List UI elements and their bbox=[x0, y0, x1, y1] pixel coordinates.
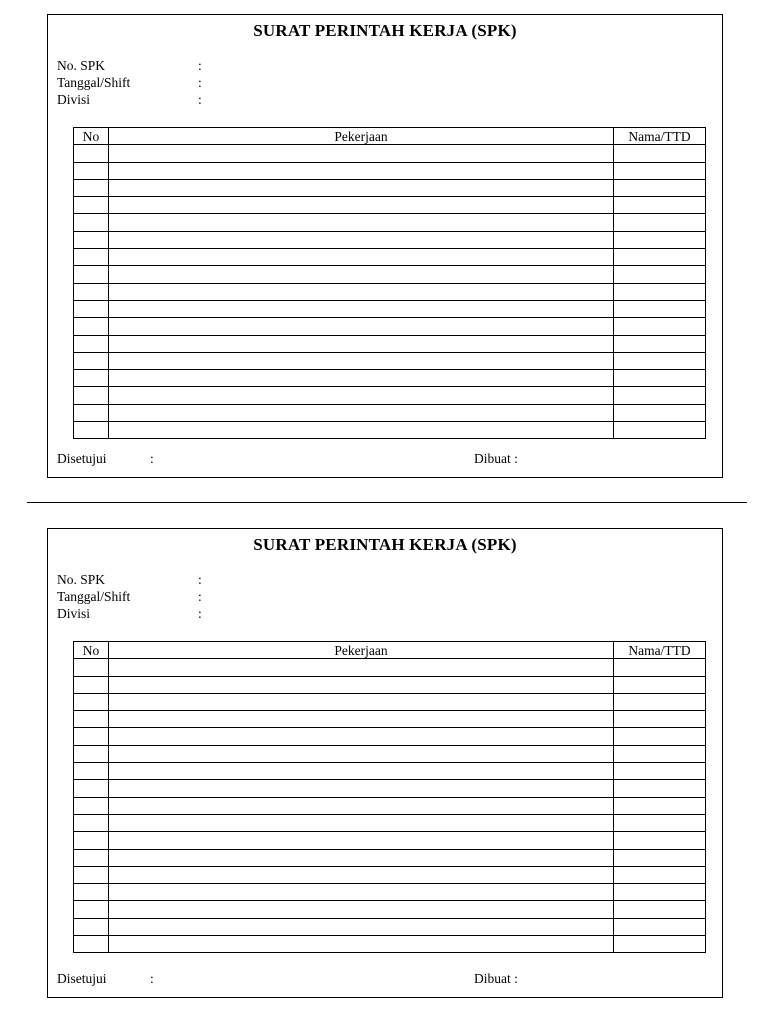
cell-no[interactable] bbox=[74, 249, 109, 266]
cell-no[interactable] bbox=[74, 832, 109, 849]
cell-no[interactable] bbox=[74, 266, 109, 283]
table-row bbox=[74, 901, 706, 918]
field-label-no-spk: No. SPK bbox=[57, 58, 106, 73]
table-row bbox=[74, 422, 706, 439]
table-row bbox=[74, 832, 706, 849]
work-table bbox=[73, 127, 706, 439]
table-row bbox=[74, 145, 706, 162]
cell-nama-ttd[interactable] bbox=[614, 300, 706, 317]
cell-no[interactable] bbox=[74, 711, 109, 728]
cell-nama-ttd[interactable] bbox=[614, 918, 706, 935]
table-row bbox=[74, 197, 706, 214]
field-label-no-spk: No. SPK bbox=[57, 572, 106, 587]
cell-pekerjaan[interactable] bbox=[109, 866, 614, 883]
cell-nama-ttd[interactable] bbox=[614, 387, 706, 404]
field-tanggal-shift bbox=[57, 588, 208, 605]
field-label-divisi: Divisi bbox=[57, 606, 91, 621]
cell-nama-ttd[interactable] bbox=[614, 936, 706, 953]
cell-no[interactable] bbox=[74, 901, 109, 918]
table-row bbox=[74, 404, 706, 421]
cell-pekerjaan[interactable] bbox=[109, 936, 614, 953]
work-table bbox=[73, 641, 706, 953]
cell-pekerjaan[interactable] bbox=[109, 849, 614, 866]
cell-no[interactable] bbox=[74, 197, 109, 214]
cell-no[interactable] bbox=[74, 335, 109, 352]
field-separator: : bbox=[198, 572, 202, 587]
cell-no[interactable] bbox=[74, 728, 109, 745]
cell-nama-ttd[interactable] bbox=[614, 145, 706, 162]
approved-label: Disetujui bbox=[57, 451, 107, 466]
cell-no[interactable] bbox=[74, 352, 109, 369]
cell-no[interactable] bbox=[74, 283, 109, 300]
table-row bbox=[74, 676, 706, 693]
column-header-pekerjaan: Pekerjaan bbox=[109, 642, 614, 659]
field-separator: : bbox=[198, 92, 202, 107]
field-divisi bbox=[57, 91, 208, 108]
cell-nama-ttd[interactable] bbox=[614, 659, 706, 676]
table-row bbox=[74, 179, 706, 196]
cell-no[interactable] bbox=[74, 676, 109, 693]
column-header-no: No bbox=[74, 642, 109, 659]
cell-pekerjaan[interactable] bbox=[109, 832, 614, 849]
cell-pekerjaan[interactable] bbox=[109, 711, 614, 728]
cell-nama-ttd[interactable] bbox=[614, 676, 706, 693]
cell-nama-ttd[interactable] bbox=[614, 884, 706, 901]
table-row bbox=[74, 335, 706, 352]
cell-no[interactable] bbox=[74, 814, 109, 831]
cell-no[interactable] bbox=[74, 162, 109, 179]
table-row bbox=[74, 728, 706, 745]
cell-pekerjaan[interactable] bbox=[109, 162, 614, 179]
cell-nama-ttd[interactable] bbox=[614, 745, 706, 762]
field-label-tanggal-shift: Tanggal/Shift bbox=[57, 589, 131, 604]
cell-pekerjaan[interactable] bbox=[109, 745, 614, 762]
table-row bbox=[74, 231, 706, 248]
form-title: SURAT PERINTAH KERJA (SPK) bbox=[253, 21, 517, 40]
cell-nama-ttd[interactable] bbox=[614, 231, 706, 248]
cell-pekerjaan[interactable] bbox=[109, 659, 614, 676]
cell-nama-ttd[interactable] bbox=[614, 335, 706, 352]
table-row bbox=[74, 370, 706, 387]
form-title: SURAT PERINTAH KERJA (SPK) bbox=[253, 535, 517, 554]
cell-no[interactable] bbox=[74, 866, 109, 883]
cell-nama-ttd[interactable] bbox=[614, 728, 706, 745]
cell-pekerjaan[interactable] bbox=[109, 370, 614, 387]
table-row bbox=[74, 214, 706, 231]
cell-pekerjaan[interactable] bbox=[109, 693, 614, 710]
table-row bbox=[74, 866, 706, 883]
cell-nama-ttd[interactable] bbox=[614, 370, 706, 387]
field-no-spk bbox=[57, 57, 208, 74]
table-row bbox=[74, 780, 706, 797]
cell-pekerjaan[interactable] bbox=[109, 283, 614, 300]
field-separator: : bbox=[198, 589, 202, 604]
table-row bbox=[74, 849, 706, 866]
cell-nama-ttd[interactable] bbox=[614, 866, 706, 883]
table-row bbox=[74, 352, 706, 369]
spk-form-bottom bbox=[47, 528, 723, 998]
cell-pekerjaan[interactable] bbox=[109, 797, 614, 814]
table-row bbox=[74, 659, 706, 676]
table-row bbox=[74, 711, 706, 728]
cell-pekerjaan[interactable] bbox=[109, 300, 614, 317]
cell-nama-ttd[interactable] bbox=[614, 711, 706, 728]
cell-pekerjaan[interactable] bbox=[109, 780, 614, 797]
cell-nama-ttd[interactable] bbox=[614, 352, 706, 369]
table-body bbox=[74, 145, 706, 439]
cell-pekerjaan[interactable] bbox=[109, 387, 614, 404]
cell-no[interactable] bbox=[74, 387, 109, 404]
cell-no[interactable] bbox=[74, 659, 109, 676]
cell-no[interactable] bbox=[74, 918, 109, 935]
table-row bbox=[74, 162, 706, 179]
cell-pekerjaan[interactable] bbox=[109, 884, 614, 901]
column-header-pekerjaan: Pekerjaan bbox=[109, 128, 614, 145]
cell-no[interactable] bbox=[74, 404, 109, 421]
cell-no[interactable] bbox=[74, 780, 109, 797]
approved-label: Disetujui bbox=[57, 971, 107, 986]
cell-no[interactable] bbox=[74, 179, 109, 196]
cell-no[interactable] bbox=[74, 214, 109, 231]
table-row bbox=[74, 814, 706, 831]
spk-form-top bbox=[47, 14, 723, 478]
cell-pekerjaan[interactable] bbox=[109, 145, 614, 162]
field-separator: : bbox=[198, 58, 202, 73]
cell-no[interactable] bbox=[74, 370, 109, 387]
cell-nama-ttd[interactable] bbox=[614, 266, 706, 283]
cell-nama-ttd[interactable] bbox=[614, 422, 706, 439]
table-row bbox=[74, 918, 706, 935]
cell-pekerjaan[interactable] bbox=[109, 814, 614, 831]
table-header-row bbox=[74, 128, 706, 145]
cell-nama-ttd[interactable] bbox=[614, 832, 706, 849]
table-row bbox=[74, 936, 706, 953]
field-tanggal-shift bbox=[57, 74, 208, 91]
table-row bbox=[74, 763, 706, 780]
cell-pekerjaan[interactable] bbox=[109, 249, 614, 266]
cell-nama-ttd[interactable] bbox=[614, 814, 706, 831]
made-by-label: Dibuat : bbox=[474, 971, 518, 986]
cell-pekerjaan[interactable] bbox=[109, 676, 614, 693]
cell-nama-ttd[interactable] bbox=[614, 214, 706, 231]
cell-pekerjaan[interactable] bbox=[109, 266, 614, 283]
field-no-spk bbox=[57, 571, 208, 588]
field-label-tanggal-shift: Tanggal/Shift bbox=[57, 75, 131, 90]
cell-nama-ttd[interactable] bbox=[614, 763, 706, 780]
field-separator: : bbox=[198, 75, 202, 90]
cell-pekerjaan[interactable] bbox=[109, 918, 614, 935]
cell-nama-ttd[interactable] bbox=[614, 249, 706, 266]
cell-nama-ttd[interactable] bbox=[614, 901, 706, 918]
cell-pekerjaan[interactable] bbox=[109, 763, 614, 780]
cell-pekerjaan[interactable] bbox=[109, 318, 614, 335]
cell-nama-ttd[interactable] bbox=[614, 849, 706, 866]
cell-pekerjaan[interactable] bbox=[109, 335, 614, 352]
table-body bbox=[74, 659, 706, 953]
table-row bbox=[74, 249, 706, 266]
header-fields bbox=[57, 57, 208, 108]
field-divisi bbox=[57, 605, 208, 622]
cut-line-divider bbox=[27, 502, 747, 503]
table-row bbox=[74, 884, 706, 901]
cell-nama-ttd[interactable] bbox=[614, 693, 706, 710]
header-fields bbox=[57, 571, 208, 622]
cell-no[interactable] bbox=[74, 300, 109, 317]
approved-separator: : bbox=[150, 451, 154, 466]
cell-nama-ttd[interactable] bbox=[614, 197, 706, 214]
cell-nama-ttd[interactable] bbox=[614, 179, 706, 196]
cell-no[interactable] bbox=[74, 745, 109, 762]
cell-no[interactable] bbox=[74, 231, 109, 248]
cell-pekerjaan[interactable] bbox=[109, 352, 614, 369]
cell-nama-ttd[interactable] bbox=[614, 797, 706, 814]
cell-no[interactable] bbox=[74, 763, 109, 780]
field-label-divisi: Divisi bbox=[57, 92, 91, 107]
cell-pekerjaan[interactable] bbox=[109, 901, 614, 918]
approved-separator: : bbox=[150, 971, 154, 986]
field-separator: : bbox=[198, 606, 202, 621]
cell-nama-ttd[interactable] bbox=[614, 780, 706, 797]
cell-nama-ttd[interactable] bbox=[614, 283, 706, 300]
table-row bbox=[74, 266, 706, 283]
cell-no[interactable] bbox=[74, 884, 109, 901]
table-row bbox=[74, 387, 706, 404]
cell-no[interactable] bbox=[74, 422, 109, 439]
cell-pekerjaan[interactable] bbox=[109, 231, 614, 248]
cell-pekerjaan[interactable] bbox=[109, 728, 614, 745]
cell-nama-ttd[interactable] bbox=[614, 162, 706, 179]
made-by-label: Dibuat : bbox=[474, 451, 518, 466]
column-header-no: No bbox=[74, 128, 109, 145]
cell-pekerjaan[interactable] bbox=[109, 214, 614, 231]
table-row bbox=[74, 797, 706, 814]
form-footer bbox=[57, 971, 713, 989]
cell-no[interactable] bbox=[74, 849, 109, 866]
cell-no[interactable] bbox=[74, 797, 109, 814]
cell-nama-ttd[interactable] bbox=[614, 318, 706, 335]
cell-pekerjaan[interactable] bbox=[109, 422, 614, 439]
table-row bbox=[74, 693, 706, 710]
cell-pekerjaan[interactable] bbox=[109, 197, 614, 214]
cell-no[interactable] bbox=[74, 318, 109, 335]
form-footer bbox=[57, 451, 713, 469]
cell-nama-ttd[interactable] bbox=[614, 404, 706, 421]
table-row bbox=[74, 318, 706, 335]
table-row bbox=[74, 283, 706, 300]
table-row bbox=[74, 745, 706, 762]
table-row bbox=[74, 300, 706, 317]
column-header-nama-ttd: Nama/TTD bbox=[614, 642, 706, 659]
cell-no[interactable] bbox=[74, 145, 109, 162]
cell-no[interactable] bbox=[74, 936, 109, 953]
cell-no[interactable] bbox=[74, 693, 109, 710]
cell-pekerjaan[interactable] bbox=[109, 179, 614, 196]
table-header-row bbox=[74, 642, 706, 659]
cell-pekerjaan[interactable] bbox=[109, 404, 614, 421]
column-header-nama-ttd: Nama/TTD bbox=[614, 128, 706, 145]
